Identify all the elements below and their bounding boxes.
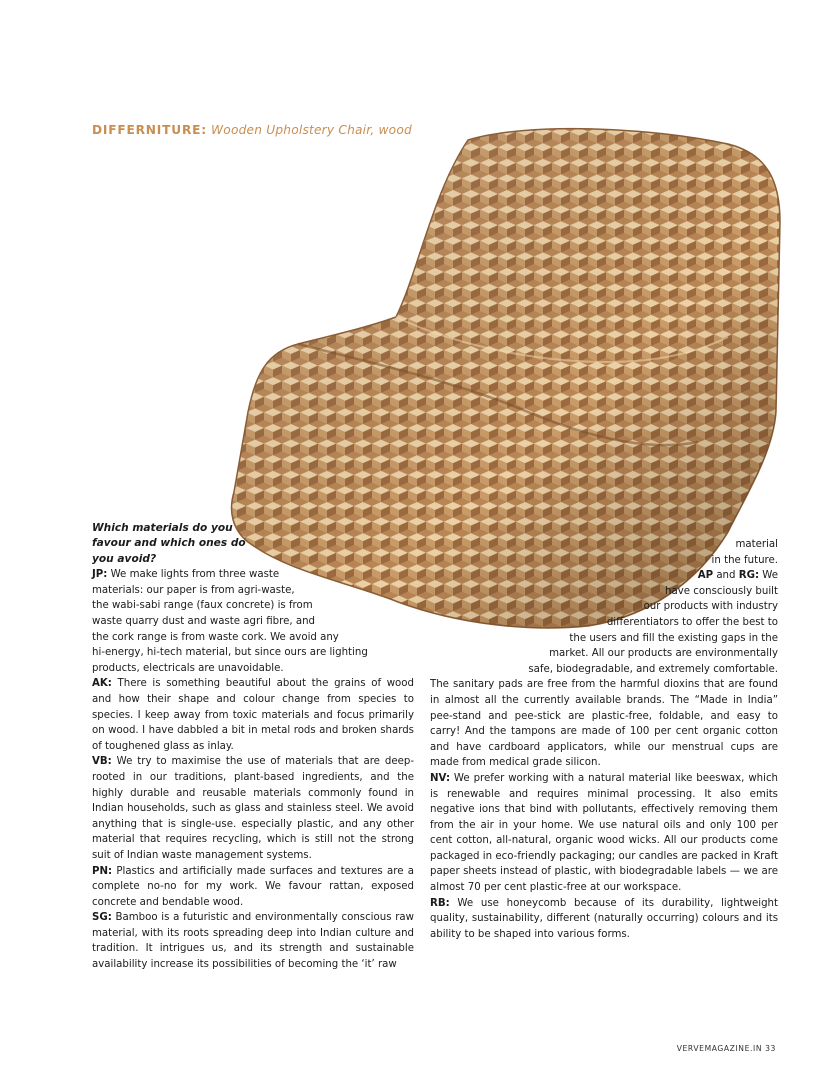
answer-ak: AK: There is something beautiful about the grains of wood and how their shape and colour change from species to species. I keep away from toxic materials and focus primarily on wood. I have dabbled a bit in metal rods and broken shards of toughened glass as inlay. [92, 678, 414, 752]
caption-description: Wooden Upholstery Chair, wood [211, 123, 412, 137]
interview-question: Which materials do you favour and which ones do you avoid? [92, 522, 246, 565]
speaker-tag-ak: AK: [92, 678, 112, 690]
speaker-tag-vb: VB: [92, 756, 112, 768]
answer-ap-rg: The sanitary pads are free from the harmful dioxins that are found in almost all the currently available brands. The “Made in India” pee-stand and pee-stick are plastic-free, foldable, and easy to carry! And the tampons are made of 100 per cent organic cotton and have cardboard applicators, while our menstrual cups are made from medical grade silicon. [430, 679, 778, 769]
speaker-tag-pn: PN: [92, 865, 113, 877]
answer-pn: PN: Plastics and artificially made surfaces and textures are a complete no-no for my work. We favour rattan, exposed concrete and bendable wood. [92, 865, 414, 908]
page-footer: VERVEMAGAZINE.IN 33 [676, 1044, 776, 1053]
answer-sg-continued: material in the future. [711, 539, 778, 566]
speaker-tag-ap: AP [697, 570, 714, 582]
speaker-tag-nv: NV: [430, 772, 451, 784]
speaker-tag-jp: JP: [92, 569, 108, 581]
answer-ap-rg-intro: AP and RG: We have consciously built our products with industry differentiators to offer the best to the users and fill the existing gaps in the market. All our products are environmentally safe, biodegradable, and extremely comfortable. [528, 570, 778, 675]
speaker-tag-rg: RG: [738, 570, 760, 582]
answer-nv: NV: We prefer working with a natural material like beeswax, which is renewable and requires minimal processing. It also emits negative ions that bind with pollutants, effectively removing them from the air in your home. We use natural oils and only 100 per cent cotton, all-natural, organic wood wicks. All our products come packaged in eco-friendly packaging; our candles are packed in Kraft paper sheets instead of plastic, with biodegradable labels — we are almost 70 per cent plastic-free at our workspace. [430, 772, 778, 894]
speaker-tag-rb: RB: [430, 897, 450, 909]
answer-rb: RB: We use honeycomb because of its durability, lightweight quality, sustainability, different (naturally occurring) colours and its ability to be shaped into various forms. [430, 897, 778, 940]
answer-jp: JP: We make lights from three waste materials: our paper is from agri-waste, the wabi-sabi range (faux concrete) is from waste quarry dust and waste agri fibre, and the cork range is from waste cork. We avoid any hi-energy, hi-tech material, but since ours are lighting products, electricals are unavoidable. [92, 569, 368, 674]
answer-vb: VB: We try to maximise the use of materials that are deep-rooted in our traditions, plant-based ingredients, and the highly durable and reusable materials commonly found in Indian households, such as glass and stainless steel. We avoid anything that is single-use. especially plastic, and any other material that requires recycling, which is still not the strong suit of Indian waste management systems. [92, 756, 414, 861]
caption-label: DIFFERNITURE: [92, 123, 207, 137]
answer-sg: SG: Bamboo is a futuristic and environmentally conscious raw material, with its roots spreading deep into Indian culture and tradition. It intrigues us, and its strength and sustainable availability increase its possibilities of becoming the ‘it’ raw [92, 912, 414, 971]
left-column [92, 521, 414, 973]
right-column [430, 537, 778, 942]
speaker-tag-sg: SG: [92, 912, 112, 924]
